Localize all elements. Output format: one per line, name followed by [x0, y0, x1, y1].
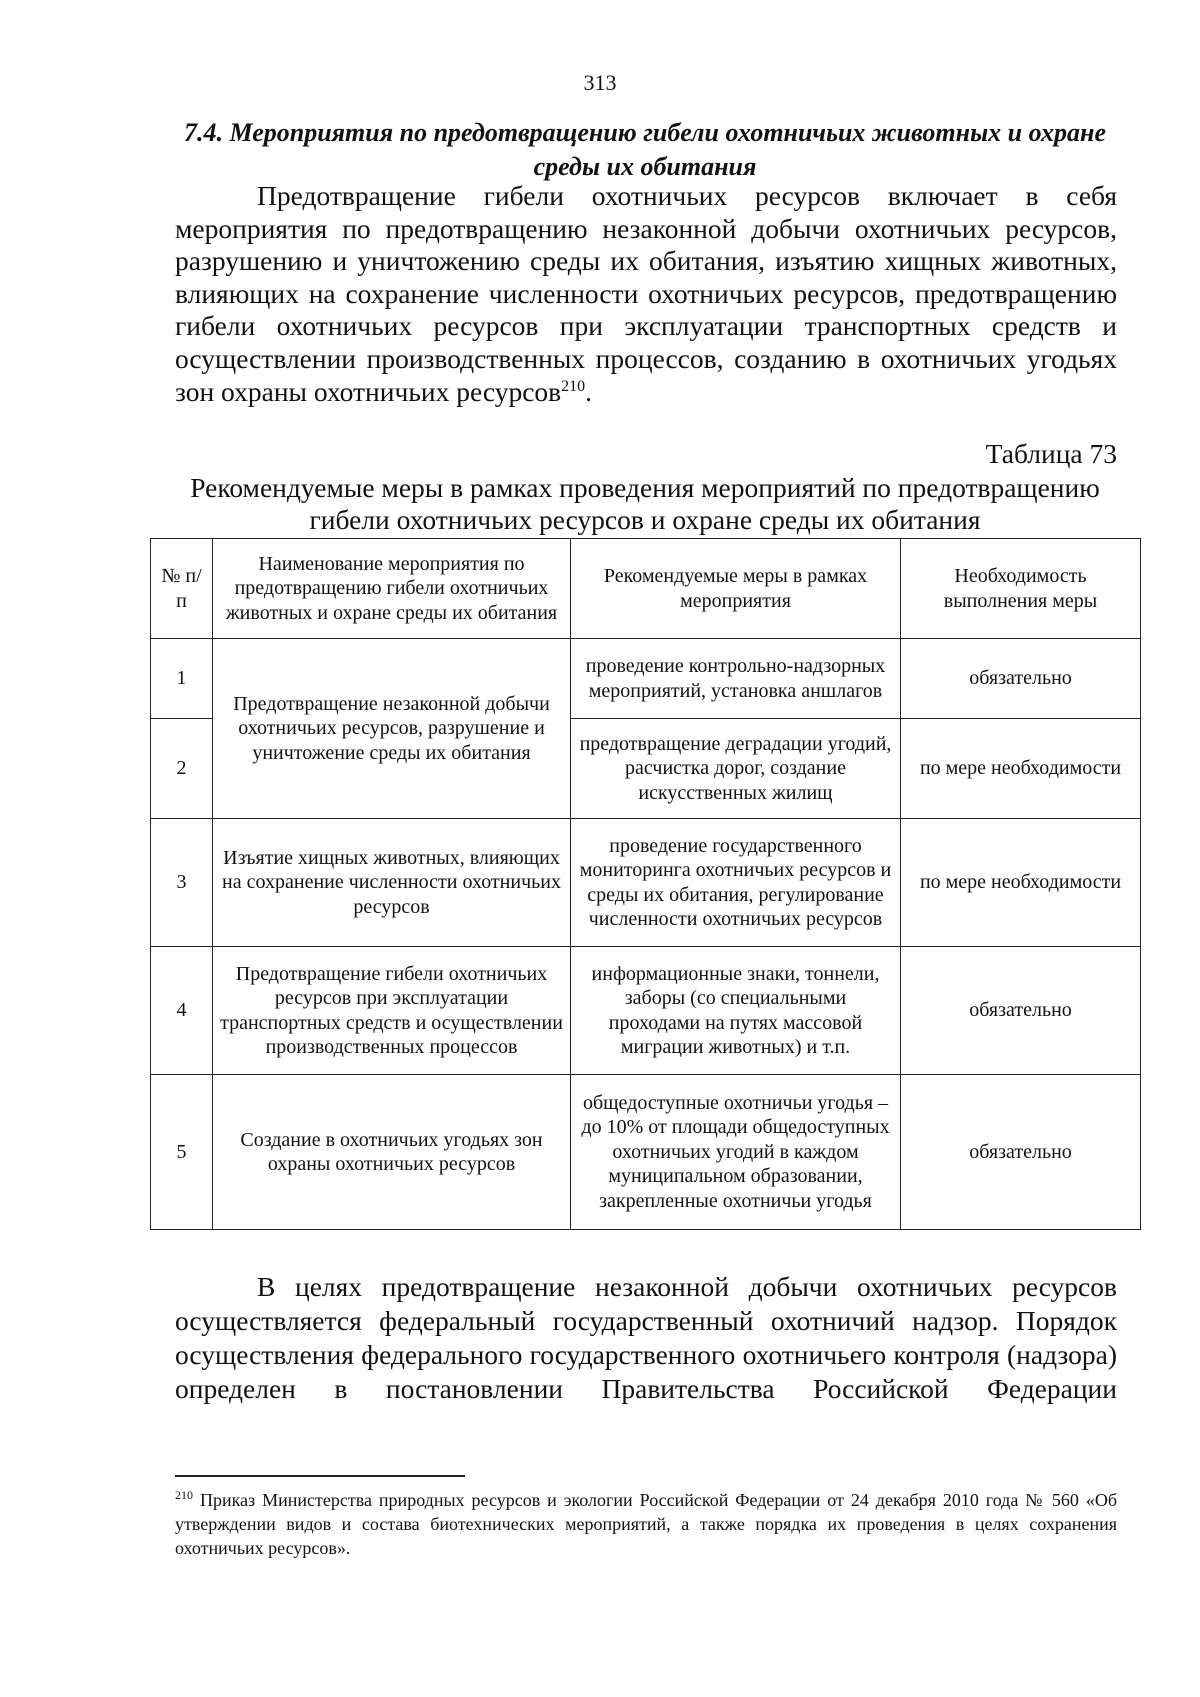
footnote-number: 210 [175, 1488, 193, 1502]
table-row [151, 947, 1141, 1075]
table-header-row [151, 539, 1141, 639]
table-row [151, 639, 1141, 719]
footnote-text: Приказ Министерства природных ресурсов и экологии Российской Федерации от 24 декабря 2010 года № 560 «Об утверждении видов и состава биотехнических мероприятий, а также порядка их проведения в целях сохранения охотничьих ресурсов». [175, 1490, 1117, 1558]
recommended-measure: информационные знаки, тоннели, заборы (со специальными проходами на путях массовой миграции животных) и т.п. [571, 947, 901, 1075]
recommended-measure: проведение государственного мониторинга охотничьих ресурсов и среды их обитания, регулирование численности охотничьих ресурсов [571, 819, 901, 947]
table-number: Таблица 73 [985, 438, 1117, 469]
intro-paragraph-text: Предотвращение гибели охотничьих ресурсов включает в себя мероприятия по предотвращению незаконной добычи охотничьих ресурсов, разрушению и уничтожению среды их обитания, изъятию хищных животных, влияющих на сохранение численности охотничьих ресурсов, предотвращению гибели охотничьих ресурсов при эксплуатации транспортных средств и осуществлении производственных процессов, созданию в охотничьих угодьях зон охраны охотничьих ресурсов [175, 180, 1117, 407]
row-number: 4 [151, 947, 213, 1075]
row-number: 2 [151, 719, 213, 819]
footnote [175, 1488, 1117, 1560]
necessity: обязательно [901, 639, 1141, 719]
header-number: № п/п [151, 539, 213, 639]
activity-name: Предотвращение гибели охотничьих ресурсов при эксплуатации транспортных средств и осуществлении производственных процессов [213, 947, 571, 1075]
necessity: по мере необходимости [901, 819, 1141, 947]
table-row [151, 1075, 1141, 1230]
activity-name: Создание в охотничьих угодьях зон охраны охотничьих ресурсов [213, 1075, 571, 1230]
necessity: обязательно [901, 1075, 1141, 1230]
closing-paragraph [175, 1270, 1117, 1406]
intro-paragraph-end: . [585, 375, 593, 407]
header-recommended-measures: Рекомендуемые меры в рамках мероприятия [571, 539, 901, 639]
footnote-reference: 210 [561, 377, 586, 395]
measures-table [150, 538, 1141, 1230]
activity-name: Изъятие хищных животных, влияющих на сохранение численности охотничьих ресурсов [213, 819, 571, 947]
table-caption: Рекомендуемые меры в рамках проведения мероприятий по предотвращению гибели охотничьих ресурсов и охране среды их обитания [190, 472, 1100, 535]
section-heading: 7.4. Мероприятия по предотвращению гибели охотничьих животных и охране среды их обитания [183, 118, 1107, 181]
header-activity-name: Наименование мероприятия по предотвращению гибели охотничьих животных и охране среды их обитания [213, 539, 571, 639]
necessity: обязательно [901, 947, 1141, 1075]
necessity: по мере необходимости [901, 719, 1141, 819]
row-number: 5 [151, 1075, 213, 1230]
footnote-separator [175, 1475, 465, 1477]
recommended-measure: предотвращение деградации угодий, расчистка дорог, создание искусственных жилищ [571, 719, 901, 819]
page-number: 313 [583, 70, 617, 95]
table-row [151, 819, 1141, 947]
row-number: 1 [151, 639, 213, 719]
activity-name: Предотвращение незаконной добычи охотничьих ресурсов, разрушение и уничтожение среды их обитания [213, 639, 571, 819]
recommended-measure: проведение контрольно-надзорных мероприятий, установка аншлагов [571, 639, 901, 719]
closing-paragraph-text: В целях предотвращение незаконной добычи охотничьих ресурсов осуществляется федеральный государственный охотничий надзор. Порядок осуществления федерального государственного охотничьего контроля (надзора) определен в постановлении Правительства Российской Федерации [175, 1271, 1117, 1404]
header-necessity: Необходимость выполнения меры [901, 539, 1141, 639]
row-number: 3 [151, 819, 213, 947]
recommended-measure: общедоступные охотничьи угодья – до 10% от площади общедоступных охотничьих угодий в каждом муниципальном образовании, закрепленные охотничьи угодья [571, 1075, 901, 1230]
intro-paragraph [175, 180, 1117, 408]
